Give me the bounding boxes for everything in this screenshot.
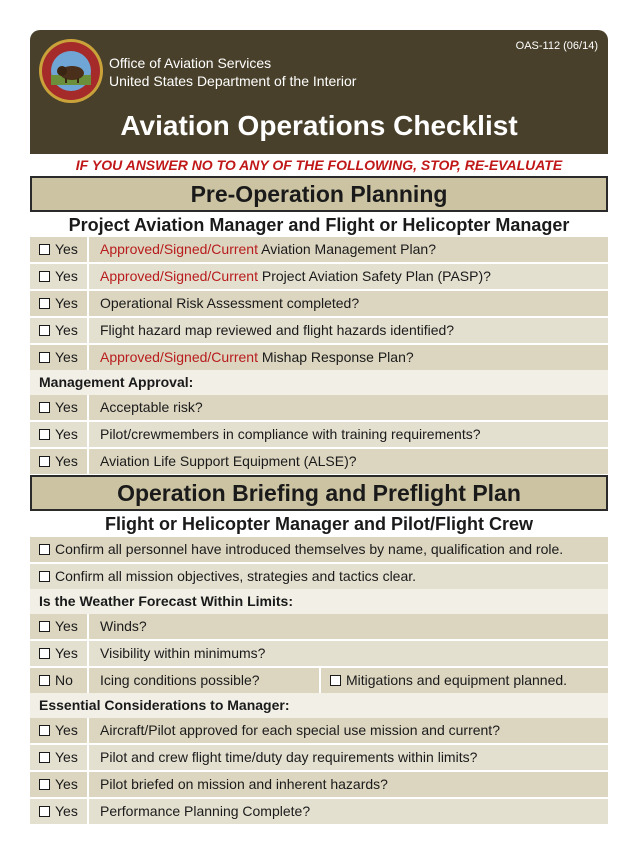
item-text: Pilot briefed on mission and inherent hazards? xyxy=(100,776,388,792)
item-text: Project Aviation Safety Plan (PASP)? xyxy=(258,268,491,284)
item-text: Pilot and crew flight time/duty day requirements within limits? xyxy=(100,749,478,765)
checklist-row xyxy=(30,237,608,262)
checkbox-icon xyxy=(39,648,50,659)
form-number: OAS-112 (06/14) xyxy=(515,40,598,52)
checklist-row xyxy=(30,318,608,343)
section-subtitle: Project Aviation Manager and Flight or Helicopter Manager xyxy=(68,215,570,235)
item-text: Icing conditions possible? xyxy=(100,672,260,688)
mitigations-checkbox[interactable]: Mitigations and equipment planned. xyxy=(319,668,608,693)
highlight-text: Approved/Signed/Current xyxy=(100,268,258,284)
item-text: Pilot/crewmembers in compliance with training requirements? xyxy=(100,426,481,442)
department-name: United States Department of the Interior xyxy=(109,73,357,89)
yes-checkbox[interactable]: Yes xyxy=(30,718,89,743)
item-text: Aviation Management Plan? xyxy=(258,241,436,257)
section-title-briefing: Operation Briefing and Preflight Plan xyxy=(30,475,608,511)
checklist-row xyxy=(30,264,608,289)
page-title: Aviation Operations Checklist xyxy=(120,110,518,141)
management-approval-label: Management Approval: xyxy=(30,370,608,395)
checkbox-icon xyxy=(39,402,50,413)
yes-checkbox[interactable]: Yes xyxy=(30,614,89,639)
header-banner xyxy=(30,30,608,154)
yes-checkbox[interactable]: Yes xyxy=(30,449,89,474)
checklist-row xyxy=(30,291,608,316)
checkbox-icon xyxy=(39,675,50,686)
item-text: Aviation Life Support Equipment (ALSE)? xyxy=(100,453,357,469)
item-text: Aircraft/Pilot approved for each special use mission and current? xyxy=(100,722,500,738)
checkbox-icon xyxy=(39,779,50,790)
checklist-row xyxy=(30,345,608,370)
item-text: Performance Planning Complete? xyxy=(100,803,311,819)
confirm-row xyxy=(30,537,608,562)
yes-checkbox[interactable]: Yes xyxy=(30,345,89,370)
yes-checkbox[interactable]: Yes xyxy=(30,799,89,824)
checkbox-icon xyxy=(39,244,50,255)
yes-checkbox[interactable]: Yes xyxy=(30,291,89,316)
checklist-row xyxy=(30,718,608,743)
no-checkbox[interactable]: No xyxy=(30,668,89,693)
checklist-row xyxy=(30,641,608,666)
checkbox-icon xyxy=(39,429,50,440)
checkbox-icon xyxy=(39,298,50,309)
checkbox-icon[interactable] xyxy=(39,544,50,555)
checkbox-icon xyxy=(39,325,50,336)
yes-checkbox[interactable]: Yes xyxy=(30,395,89,420)
checkbox-icon xyxy=(39,456,50,467)
checkbox-icon xyxy=(39,806,50,817)
yes-checkbox[interactable]: Yes xyxy=(30,745,89,770)
yes-checkbox[interactable]: Yes xyxy=(30,318,89,343)
checklist-row xyxy=(30,422,608,447)
doi-seal-logo xyxy=(38,38,104,104)
checklist-row xyxy=(30,745,608,770)
item-text: Winds? xyxy=(100,618,147,634)
checkbox-icon xyxy=(39,271,50,282)
item-text: Confirm all mission objectives, strategies and tactics clear. xyxy=(55,568,417,584)
section-subtitle: Flight or Helicopter Manager and Pilot/Flight Crew xyxy=(104,514,534,534)
item-text: Visibility within minimums? xyxy=(100,645,266,661)
checklist-row xyxy=(30,614,608,639)
checklist-row xyxy=(30,668,608,693)
highlight-text: Approved/Signed/Current xyxy=(100,241,258,257)
checkbox-icon xyxy=(39,725,50,736)
checklist-row xyxy=(30,395,608,420)
checklist-row xyxy=(30,799,608,824)
checklist-row xyxy=(30,449,608,474)
weather-label: Is the Weather Forecast Within Limits: xyxy=(30,589,608,614)
confirm-row xyxy=(30,564,608,589)
essential-label: Essential Considerations to Manager: xyxy=(30,693,608,718)
highlight-text: Approved/Signed/Current xyxy=(100,349,258,365)
item-text: Confirm all personnel have introduced themselves by name, qualification and role. xyxy=(55,541,564,557)
checkbox-icon[interactable] xyxy=(39,571,50,582)
item-text: Acceptable risk? xyxy=(100,399,203,415)
warning-banner: IF YOU ANSWER NO TO ANY OF THE FOLLOWING, STOP, RE-EVALUATE xyxy=(75,157,563,173)
yes-checkbox[interactable]: Yes xyxy=(30,237,89,262)
yes-checkbox[interactable]: Yes xyxy=(30,264,89,289)
item-text: Operational Risk Assessment completed? xyxy=(100,295,360,311)
item-text: Mishap Response Plan? xyxy=(258,349,414,365)
yes-checkbox[interactable]: Yes xyxy=(30,641,89,666)
checkbox-icon xyxy=(39,621,50,632)
checkbox-icon xyxy=(39,752,50,763)
org-name: Office of Aviation Services xyxy=(109,55,272,71)
checklist-row xyxy=(30,772,608,797)
checkbox-icon xyxy=(330,675,341,686)
section-title-pre-operation: Pre-Operation Planning xyxy=(30,176,608,212)
item-text: Flight hazard map reviewed and flight hazards identified? xyxy=(100,322,455,338)
yes-checkbox[interactable]: Yes xyxy=(30,422,89,447)
checkbox-icon xyxy=(39,352,50,363)
yes-checkbox[interactable]: Yes xyxy=(30,772,89,797)
